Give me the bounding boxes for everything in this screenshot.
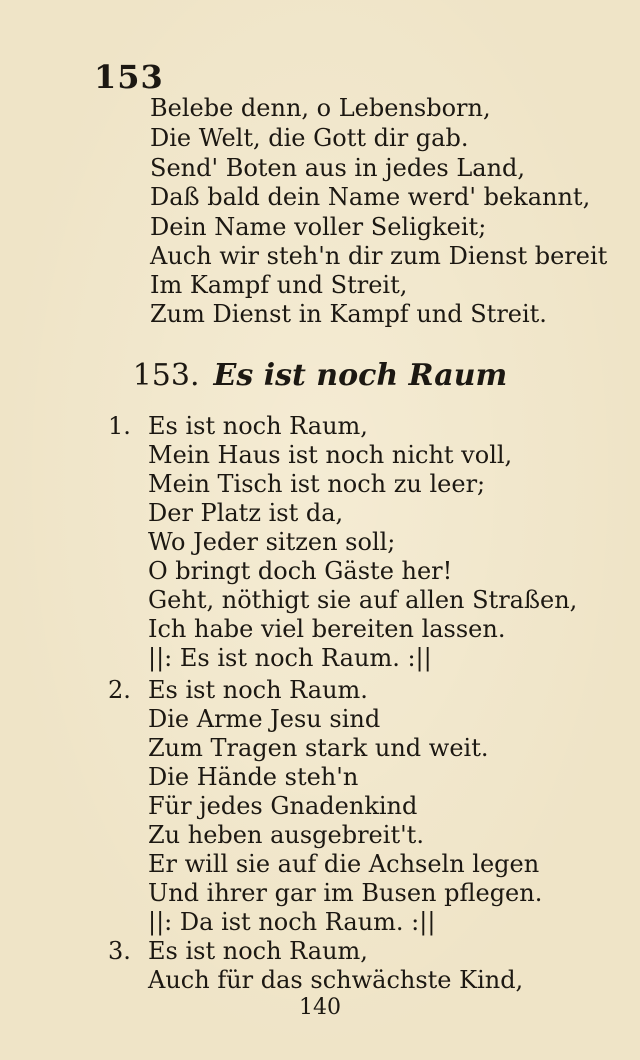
page-number: 140 bbox=[299, 995, 341, 1020]
verse-number: 3. bbox=[108, 937, 131, 965]
text-line: Mein Haus ist noch nicht voll, bbox=[148, 441, 513, 469]
text-line: Zu heben ausgebreit't. bbox=[148, 821, 424, 849]
text-line: O bringt doch Gäste her! bbox=[148, 557, 453, 585]
text-line: Die Hände steh'n bbox=[148, 763, 359, 791]
verse-number: 1. bbox=[108, 412, 131, 440]
hymn-title bbox=[0, 358, 640, 393]
text-line: Send' Boten aus in jedes Land, bbox=[150, 154, 526, 182]
text-line: Es ist noch Raum, bbox=[148, 412, 368, 440]
refrain-line: ||: Es ist noch Raum. :|| bbox=[148, 644, 432, 672]
text-line: Er will sie auf die Achseln legen bbox=[148, 850, 540, 878]
text-line: Im Kampf und Streit, bbox=[150, 271, 408, 299]
text-line: Auch für das schwächste Kind, bbox=[148, 966, 524, 994]
text-line: Es ist noch Raum. bbox=[148, 676, 368, 704]
text-line: Zum Tragen stark und weit. bbox=[148, 734, 489, 762]
hymn-title-number: 153. bbox=[132, 358, 200, 393]
text-line: Für jedes Gnadenkind bbox=[148, 792, 418, 820]
text-line: Zum Dienst in Kampf und Streit. bbox=[150, 300, 547, 328]
hymn-title-text: Es ist noch Raum bbox=[213, 358, 508, 393]
text-line: Belebe denn, o Lebensborn, bbox=[150, 94, 491, 122]
text-line: Daß bald dein Name werd' bekannt, bbox=[150, 183, 591, 211]
refrain-line: ||: Da ist noch Raum. :|| bbox=[148, 908, 436, 936]
text-line: Auch wir steh'n dir zum Dienst bereit bbox=[150, 242, 608, 270]
text-line: Und ihrer gar im Busen pflegen. bbox=[148, 879, 543, 907]
text-line: Wo Jeder sitzen soll; bbox=[148, 528, 396, 556]
text-line: Die Arme Jesu sind bbox=[148, 705, 381, 733]
text-line: Dein Name voller Seligkeit; bbox=[150, 213, 487, 241]
verse-number: 2. bbox=[108, 676, 131, 704]
text-line: Geht, nöthigt sie auf allen Straßen, bbox=[148, 586, 578, 614]
text-line: Es ist noch Raum, bbox=[148, 937, 368, 965]
text-line: Mein Tisch ist noch zu leer; bbox=[148, 470, 486, 498]
text-line: Ich habe viel bereiten lassen. bbox=[148, 615, 506, 643]
text-line: Der Platz ist da, bbox=[148, 499, 344, 527]
text-line: Die Welt, die Gott dir gab. bbox=[150, 124, 469, 152]
running-hymn-number: 153 bbox=[94, 58, 164, 96]
